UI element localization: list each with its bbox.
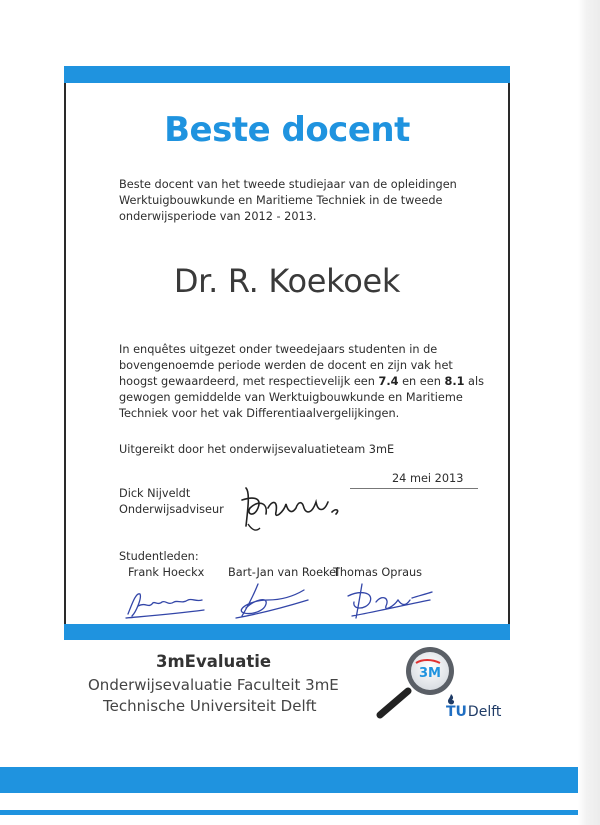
student-name-2: Bart-Jan van Roekel bbox=[228, 566, 340, 579]
course-score: 8.1 bbox=[444, 375, 465, 388]
recipient-name: Dr. R. Koekoek bbox=[173, 262, 401, 300]
student-signature-1 bbox=[118, 584, 208, 622]
certificate-title: Beste docent bbox=[164, 110, 410, 150]
awarded-by-text: Uitgereikt door het onderwijsevaluatieteam 3mE bbox=[119, 443, 395, 456]
page-bottom-strip bbox=[0, 810, 578, 815]
award-date: 24 mei 2013 bbox=[392, 472, 464, 485]
date-underline bbox=[350, 488, 478, 489]
body-text-part3: als gewogen gemiddelde van Werktuigbouwkunde en Maritieme Techniek voor het vak Differentiaalvergelijkingen. bbox=[119, 375, 485, 420]
students-label: Studentleden: bbox=[119, 550, 199, 563]
footer-org-title: 3mEvaluatie bbox=[156, 652, 272, 671]
student-signature-2 bbox=[228, 578, 312, 622]
advisor-role: Onderwijsadviseur bbox=[119, 503, 224, 516]
body-text bbox=[119, 342, 491, 422]
tud-logo-tu: TU bbox=[446, 704, 467, 720]
body-text-part2: en een bbox=[398, 375, 445, 388]
page-edge bbox=[578, 0, 600, 825]
tud-logo-delft: Delft bbox=[467, 704, 502, 720]
magnifier-logo-text: 3M bbox=[419, 666, 441, 681]
body-text-part1: In enquêtes uitgezet onder tweedejaars studenten in de bovengenoemde periode werden de docent en zijn vak het hoogst gewaardeerd, met respectievelijk een bbox=[119, 343, 453, 388]
page-bottom-band bbox=[0, 767, 578, 793]
advisor-name: Dick Nijveldt bbox=[119, 487, 191, 500]
footer-faculty: Onderwijsevaluatie Faculteit 3mE bbox=[88, 676, 339, 694]
certificate-top-bar bbox=[64, 66, 510, 83]
footer-university: Technische Universiteit Delft bbox=[103, 697, 317, 715]
advisor-signature bbox=[232, 478, 362, 538]
intro-text: Beste docent van het tweede studiejaar van de opleidingen Werktuigbouwkunde en Maritieme Techniek in de tweede onderwijsperiode van 2012 - 2013. bbox=[119, 178, 457, 223]
teacher-score: 7.4 bbox=[378, 375, 399, 388]
student-signature-3 bbox=[340, 576, 436, 622]
tudelft-logo bbox=[446, 704, 501, 720]
student-name-3: Thomas Opraus bbox=[333, 566, 423, 579]
student-name-1: Frank Hoeckx bbox=[128, 566, 205, 579]
certificate-bottom-bar bbox=[64, 624, 510, 640]
